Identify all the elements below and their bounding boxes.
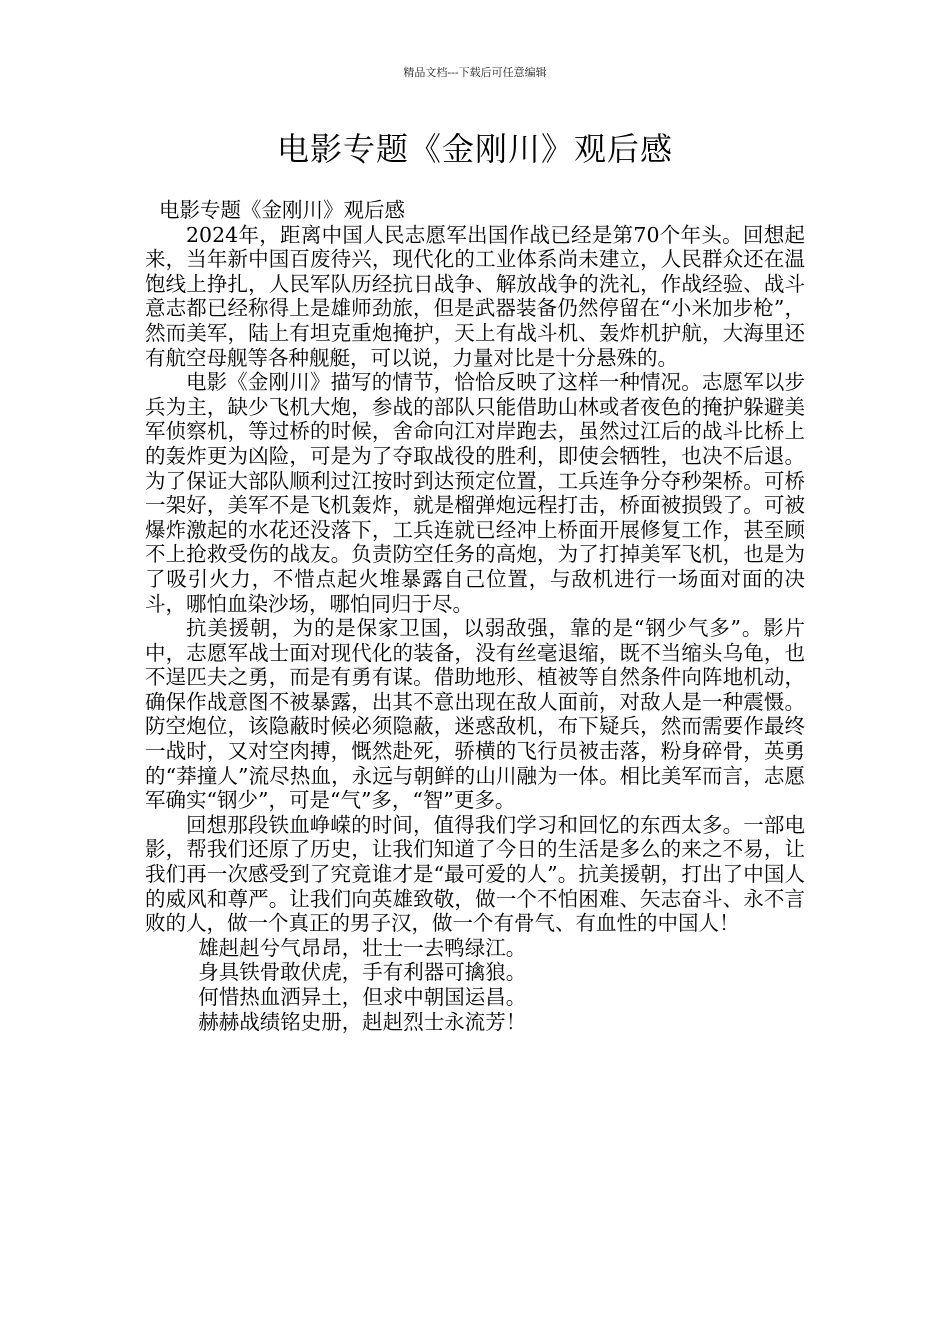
poem-line-2: 身具铁骨敢伏虎，手有利器可擒狼。 — [198, 960, 527, 985]
paragraph-3: 抗美援朝，为的是保家卫国，以弱敌强，靠的是“钢少气多”。影片中，志愿军战士面对现代化的装备，没有丝毫退缩，既不当缩头乌龟，也不逞匹夫之勇，而是有勇有谋。借助地形、植被等自然条件向阵地机动，确保作战意图不被暴露，出其不意出现在敌人面前，对敌人是一种震慑。防空炮位，该隐蔽时候必须隐蔽，迷惑敌机，布下疑兵，然而需要作最终一战时，又对空肉搏，慨然赴死，骄横的飞行员被击落，粉身碎骨，英勇的“莽撞人”流尽热血，永远与朝鲜的山川融为一体。相比美军而言，志愿军确实“钢少”，可是“气”多，“智”更多。 — [145, 616, 805, 813]
document-subtitle: 电影专题《金刚川》观后感 — [159, 198, 405, 222]
document-title: 电影专题《金刚川》观后感 — [276, 130, 673, 168]
paragraph-2: 电影《金刚川》描写的情节，恰恰反映了这样一种情况。志愿军以步兵为主，缺少飞机大炮，参战的部队只能借助山林或者夜色的掩护躲避美军侦察机，等过桥的时候，舍命向江对岸跑去，虽然过江后的战斗比桥上的轰炸更为凶险，可是为了夺取战役的胜利，即使会牺牲，也决不后退。为了保证大部队顺利过江按时到达预定位置，工兵连争分夺秒架桥。可桥一架好，美军不是飞机轰炸，就是榴弹炮远程打击，桥面被损毁了。可被爆炸激起的水花还没落下，工兵连就已经冲上桥面开展修复工作，甚至顾不上抢救受伤的战友。负责防空任务的高炮，为了打掉美军飞机，也是为了吸引火力，不惜点起火堆暴露自己位置，与敌机进行一场面对面的决斗，哪怕血染沙场，哪怕同归于尽。 — [145, 370, 805, 616]
poem-line-1: 雄赳赳兮气昂昂，壮士一去鸭绿江。 — [198, 935, 527, 960]
document-body — [145, 198, 805, 1034]
paragraph-4: 回想那段铁血峥嵘的时间，值得我们学习和回忆的东西太多。一部电影，帮我们还原了历史，让我们知道了今日的生活是多么的来之不易，让我们再一次感受到了究竟谁才是“最可爱的人”。抗美援朝，打出了中国人的威风和尊严。让我们向英雄致敬，做一个不怕困难、矢志奋斗、永不言败的人，做一个真正的男子汉，做一个有骨气、有血性的中国人！ — [145, 812, 805, 936]
paragraph-1: 2024年，距离中国人民志愿军出国作战已经是第70个年头。回想起来，当年新中国百废待兴，现代化的工业体系尚未建立，人民群众还在温饱线上挣扎，人民军队历经抗日战争、解放战争的洗礼，作战经验、战斗意志都已经称得上是雄师劲旅，但是武器装备仍然停留在“小米加步枪”，然而美军，陆上有坦克重炮掩护，天上有战斗机、轰炸机护航，大海里还有航空母舰等各种舰艇，可以说，力量对比是十分悬殊的。 — [145, 222, 805, 370]
poem-line-3: 何惜热血洒异土，但求中朝国运昌。 — [198, 985, 527, 1009]
header-note: 精品文档---下载后可任意编辑 — [403, 66, 547, 79]
poem-line-4: 赫赫战绩铭史册，赳赳烈士永流芳！ — [198, 1009, 527, 1034]
